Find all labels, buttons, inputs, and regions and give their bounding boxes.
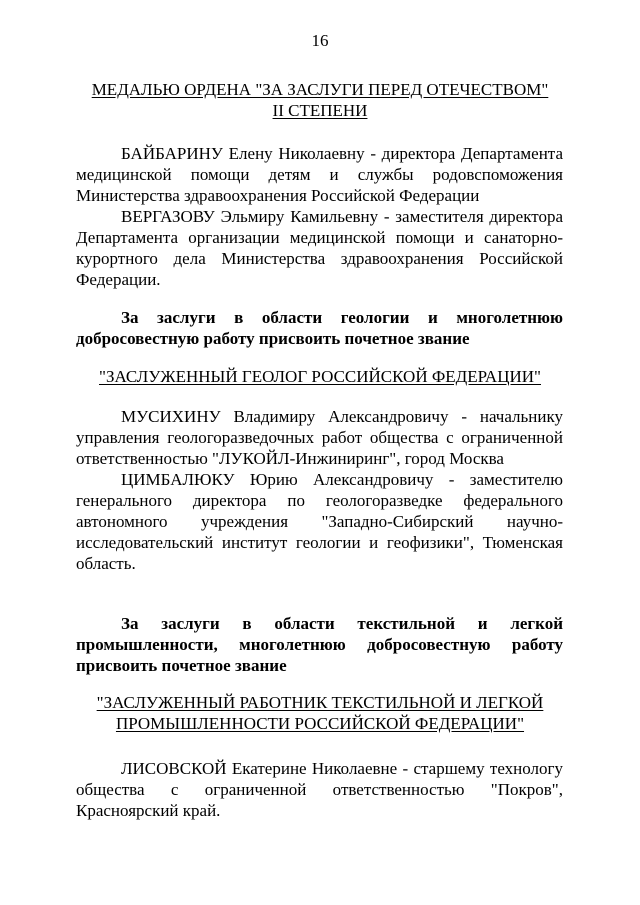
medal-heading-line-1: МЕДАЛЬЮ ОРДЕНА "ЗА ЗАСЛУГИ ПЕРЕД ОТЕЧЕСТВОМ" xyxy=(91,80,549,99)
recipient-musikhin: МУСИХИНУ Владимиру Александровичу - начальнику управления геологоразведочных работ общества с ограниченной ответственностью "ЛУКОЙЛ-Инжиниринг", город Москва xyxy=(76,407,563,468)
page-number: 16 xyxy=(311,31,329,50)
geology-intro: За заслуги в области геологии и многолетнюю добросовестную работу присвоить почетное звание xyxy=(76,308,563,348)
recipient-tsimbalyuk: ЦИМБАЛЮКУ Юрию Александровичу - заместителю генерального директора по геологоразведке федерального автономного учреждения "Западно-Сибирский научно-исследовательский институт геологии и геофизики", Тюменская область. xyxy=(76,470,563,573)
geology-title-text: "ЗАСЛУЖЕННЫЙ ГЕОЛОГ РОССИЙСКОЙ ФЕДЕРАЦИИ" xyxy=(99,367,541,386)
medal-heading-line-2: II СТЕПЕНИ xyxy=(272,101,368,120)
medal-heading xyxy=(70,79,570,121)
textile-title-line-2: ПРОМЫШЛЕННОСТИ РОССИЙСКОЙ ФЕДЕРАЦИИ" xyxy=(115,714,525,733)
textile-intro: За заслуги в области текстильной и легкой промышленности, многолетнюю добросовестную работу присвоить почетное звание xyxy=(76,614,563,675)
recipient-lisovskaya: ЛИСОВСКОЙ Екатерине Николаевне - старшему технологу общества с ограниченной ответственностью "Покров", Красноярский край. xyxy=(76,759,563,820)
textile-title xyxy=(70,692,570,734)
recipient-vergazova: ВЕРГАЗОВУ Эльмиру Камильевну - заместителя директора Департамента организации медицинской помощи и санаторно-курортного дела Министерства здравоохранения Российской Федерации. xyxy=(76,207,563,289)
geology-title xyxy=(70,366,570,387)
recipient-baibarina: БАЙБАРИНУ Елену Николаевну - директора Департамента медицинской помощи детям и службы родовспоможения Министерства здравоохранения Российской Федерации xyxy=(76,144,563,205)
textile-title-line-1: "ЗАСЛУЖЕННЫЙ РАБОТНИК ТЕКСТИЛЬНОЙ И ЛЕГКОЙ xyxy=(96,693,544,712)
